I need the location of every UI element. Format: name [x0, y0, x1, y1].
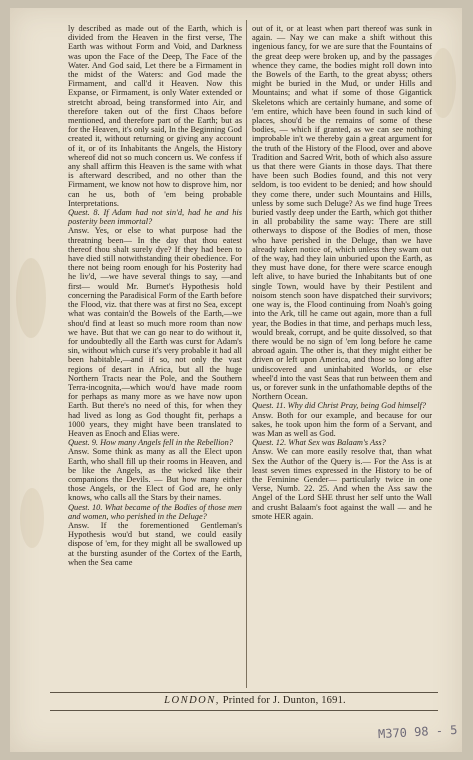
imprint-printer: Printed for J. Dunton,: [222, 695, 319, 706]
page-sheet: [10, 8, 462, 752]
imprint-line: [130, 695, 380, 706]
body-paragraph: ly described as made out of the Earth, which is divided from the Heaven in the first verse, The Earth was without Form and Void, and Darkness was upon the Face of the Deep, The Face of the Water. And God said, Let there be a Firmament in the midst of the Waters: and God made the Firmament, and call'd it Heaven. Now this Expanse, or Firmament, is only Water extended or stretcht abroad, being transformed into Air, and therefore taken out of the first Chaos before mentioned, and therefore part of the Earth; but as for the Heaven, it's only said, In the Beginning God created it, without returning or giving any account of it, or of its Inhabitants the Angels, the History whereof did not so much concern us. We confess if any shall affirm this Heaven is the same with what is afterward described, and no other than the Firmament, we know not how to disprove him, nor can he us, both of 'em being probable Interpretations.: [68, 24, 242, 208]
question-heading: Quest. 8. If Adam had not sin'd, had he and his posterity been immortal?: [68, 208, 242, 227]
question-heading: Quest. 10. What became of the Bodies of those men and women, who perished in the Deluge?: [68, 502, 242, 521]
right-text-column: [252, 24, 432, 521]
imprint-rule-bottom: [50, 710, 438, 711]
imprint-year: 1691.: [321, 695, 346, 706]
left-text-column: [68, 24, 242, 567]
question-heading: Quest. 12. What Sex was Balaam's Ass?: [252, 438, 386, 448]
body-paragraph: Answ. Yes, or else to what purpose had the threatning been— In the day that thou eatest thereof thou shalt surely dye? If they had been to have died still notwithstanding their obedience. For there not being room enough for his Posterity had he liv'd, —we have several things to say, —and first— would Mr. Burnet's Hypothesis hold concerning the Paradisical Form of the Earth before the Flood, viz. that there was at first no Sea, except what was contain'd the Bowels of the Earth,—we shou'd find at least so much more room than now we have. But that we can go near to do without it, for undoubtedly all the Earth was curst for Adam's sin, without which curse it's very probable it had all been habitable,—and if so, not only the vast regions of desart in Africa, but all the huge Northern Tracts near the Pole, and the Southern Terra-incognita,—which wou'd have made room for perhaps as many more as we have now upon Earth. But there's no need of this, for when they had lived as long as God thought fit, perhaps a 1000 years, they might have been translated to Heaven as Enoch and Elias were.: [68, 226, 242, 438]
imprint-city: LONDON,: [164, 695, 220, 706]
body-paragraph: Answ. Some think as many as all the Elect upon Earth, who shall fill up their rooms in Heaven, and be like the Angels, as the wicked like their companions the Devils. — But how many either those Angels, or the Elect of God are, he only knows, who calls all the Stars by their names.: [68, 447, 242, 503]
imprint-rule-top: [50, 692, 438, 693]
body-paragraph: Answ. Both for our example, and because for our sakes, he took upon him the form of a Servant, and was Man as well as God.: [252, 410, 432, 438]
body-paragraph: Answ. If the forementioned Gentleman's Hypothesis wou'd but stand, we could easily dispose of 'em, for they might all be swallowed up at the bursting asunder of the Cortex of the Earth, when the Sea came: [68, 520, 242, 567]
pencil-shelfmark: M370 98 - 5: [377, 722, 458, 742]
column-divider: [246, 20, 247, 688]
body-paragraph: out of it, or at least when part thereof was sunk in again. — Nay we can make a shift without this ingenious fancy, for we are sure that the Fountains of the great deep were broken up, and by the passages whence they came, the bodies might roll down into the Bowels of the Earth, to the great abyss; others might be buried in the Mud, or under Hills and Mountains; and what if some of those Gigantick Skeletons which are certainly humane, and some of 'em entire, which have been found in such kind of places, shou'd be the remains of some of these bodies, — which if granted, as we can see nothing improbable in't we thereby gain a great argument for the truth of the History of the Flood, over and above Tradition and Sacred Writ, both of which also assure us that there were Giants in those days. That there have been such Bodies found, and this not very seldom, is too evident to be denied; and how should they come there, under such Mountains and Hills, unless by some such Deluge? As we find huge Trees buried vastly deep under the Earth, which got thither in all probability the same way: There are still otherways to dispose of the Bodies of men, those who have perished in the Deluge, than we have already taken notice of, which unless they swam out of the way, had they lain unburied upon the Earth, as they must have done, for there were scarce enough left alive, to have buried the Inhabitants but of one single Town, would have by their Pestilent and noisom stench soon have dispatched their survivors; one way is, the Flood continuing from Noah's going into the Ark, till he came out again, more than a full year, the Bodies in that time, and perhaps much less, would break, corrupt, and be quite dissolved, so that there would be no sign of 'em long before he came abroad again. The other is, that they might either be driven or left upon America, and those so long after undiscovered and uninhabited Worlds, or else wheel'd into the vast Seas that run between them and us, or forever sunk in the unfathomable depths of the Northern Ocean.: [252, 24, 432, 402]
body-paragraph: Answ. We can more easily resolve that, than what Sex the Author of the Query is.— For the Ass is at least seven times expressed in the History to be of the Feminine Gender— particularly twice in one Verse, Numb. 22. 25. And when the Ass saw the Angel of the Lord SHE thrust her self unto the Wall and crusht Balaam's foot against the wall — and he smote HER again.: [252, 447, 432, 521]
question-heading: Quest. 11. Why did Christ Pray, being God himself?: [252, 401, 427, 411]
question-heading: Quest. 9. How many Angels fell in the Rebellion?: [68, 438, 233, 448]
